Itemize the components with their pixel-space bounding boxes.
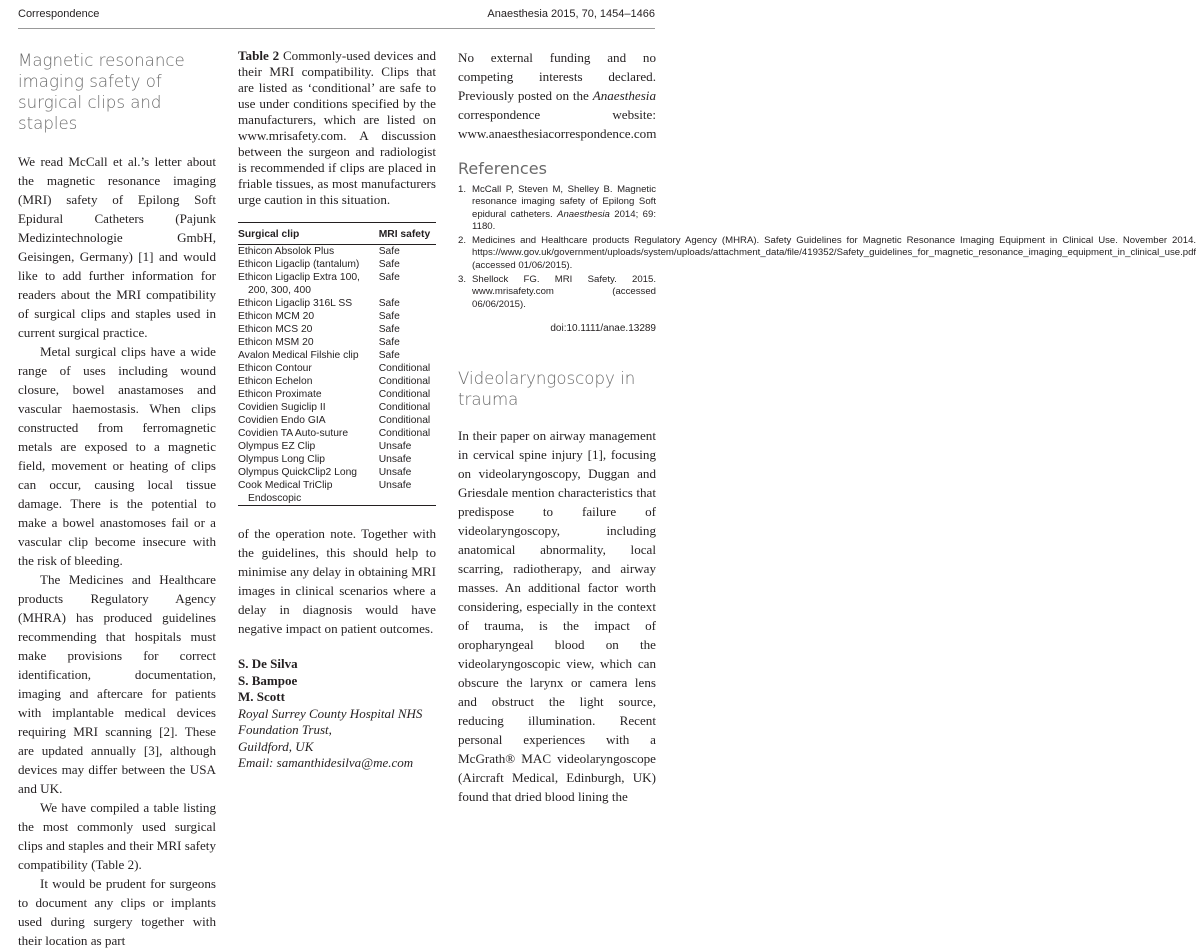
table2-label: Table 2 [238, 48, 280, 63]
table2-col-clip: Surgical clip [238, 223, 379, 245]
author-1: S. De Silva [238, 656, 298, 671]
table-row [238, 349, 436, 362]
affiliation-line-3: Guildford, UK [238, 738, 314, 754]
letter2-body [458, 426, 656, 806]
table-row [238, 258, 436, 271]
mri-safety-cell: Conditional [378, 376, 431, 387]
surgical-clip-cell: Ethicon Ligaclip (tantalum) [238, 259, 360, 270]
mri-safety-cell: Safe [378, 311, 400, 322]
letter2-title: Videolaryngoscopy in trauma [458, 368, 636, 409]
letter2-paragraph: In their paper on airway management in cervical spine injury [1], focusing on videolaryngoscopy, Duggan and Griesdale mention characteristics that predispose to failure of videolaryngoscopy, including anatomical abnormality, local scarring, radiotherapy, and airway masses. An additional factor worth considering, especially in the context of trauma, is the impact of oropharyngeal blood on the videolaryngoscopic view, which can obscure the larynx or camera lens and obstruct the light source, reducing illumination. Recent personal experiences with a McGrath® MAC videolaryngoscope (Aircraft Medical, Edinburgh, UK) found that dried blood lining the [458, 427, 656, 804]
mri-safety-cell: Unsafe [378, 480, 412, 491]
mri-safety-cell: Unsafe [378, 467, 412, 478]
surgical-clip-cell: Olympus QuickClip2 Long [238, 467, 358, 478]
mri-safety-cell: Conditional [378, 363, 431, 374]
affiliation-line-1: Royal Surrey County Hospital NHS [238, 705, 423, 721]
table2-caption-text: Commonly-used devices and their MRI compatibility. Clips that are listed as ‘conditional’ are safe to use under conditions specified by the manufacturers, which are listed on www.mrisafety.com. A discussion between the surgeon and radiologist is recommended if clips are placed in friable tissues, as most manufacturers urge caution in this situation. [238, 48, 436, 207]
surgical-clip-cell: Covidien Sugiclip II [238, 402, 326, 413]
reference-body: McCall P, Steven M, Shelley B. Magnetic resonance imaging safety of Epilong Soft epidural catheters. [472, 184, 656, 220]
author-email: Email: samanthidesilva@me.com [238, 755, 414, 770]
letter1-continuation-block [238, 524, 436, 638]
table2-caption [238, 48, 436, 208]
journal-citation: Anaesthesia 2015, 70, 1454–1466 [487, 8, 655, 20]
reference-text [472, 235, 1196, 272]
table-row [238, 271, 436, 297]
surgical-clip-cell: Ethicon Contour [238, 363, 312, 374]
section-label: Correspondence [18, 8, 100, 20]
doi: doi:10.1111/anae.13289 [550, 322, 656, 334]
running-header [18, 8, 655, 29]
surgical-clip-cell: Ethicon Ligaclip Extra 100, 200, 300, 400 [238, 272, 360, 296]
surgical-clip-cell: Olympus Long Clip [238, 454, 325, 465]
table2-col-safety: MRI safety [379, 223, 436, 245]
mri-safety-cell: Unsafe [378, 441, 412, 452]
funding-text: No external funding and no competing interests declared. Previously posted on the [458, 50, 656, 103]
reference-body: Medicines and Healthcare products Regulatory Agency (MHRA). Safety Guidelines for Magnetic Resonance Imaging Equipment in Clinical Use. November 2014. https://www.gov.uk/government/uploads/system/uploads/attachment_data/file/419352/Safety_guidelines_for_magnetic_resonance_imaging_equipment_in_clinical_use.pdf (accessed 01/06/2015). [472, 235, 1196, 271]
mri-safety-cell: Safe [378, 259, 400, 270]
table-row [238, 310, 436, 323]
reference-number: 3. [458, 274, 467, 286]
table2-header-row [238, 223, 436, 245]
reference-number: 2. [458, 235, 467, 247]
mri-safety-cell: Conditional [378, 389, 431, 400]
table-row [238, 388, 436, 401]
mri-safety-cell: Safe [378, 350, 400, 361]
mri-safety-cell: Safe [378, 246, 400, 257]
letter1-body [18, 152, 216, 950]
reference-journal: Anaesthesia [557, 208, 610, 220]
surgical-clip-cell: Ethicon MSM 20 [238, 337, 314, 348]
reference-number: 1. [458, 184, 467, 195]
table-row [238, 362, 436, 375]
affiliation-line-2: Foundation Trust, [238, 722, 332, 737]
table-row [238, 336, 436, 349]
surgical-clip-cell: Ethicon Echelon [238, 376, 313, 387]
reference-item [458, 235, 1196, 272]
table-row [238, 323, 436, 336]
column-3 [458, 40, 1196, 806]
mri-safety-cell: Safe [378, 298, 400, 309]
surgical-clip-cell: Covidien Endo GIA [238, 415, 326, 426]
table-row [238, 245, 436, 259]
letter1-continuation: of the operation note. Together with the guidelines, this should help to minimise any delay in obtaining MRI images in clinical scenarios where a delay in diagnosis would have negative impact on patient outcomes. [238, 526, 436, 636]
table-row [238, 401, 436, 414]
surgical-clip-cell: Ethicon MCM 20 [238, 311, 315, 322]
reference-text [472, 184, 656, 233]
funding-statement [458, 48, 656, 143]
table-row [238, 297, 436, 310]
letter1-paragraph-4: We have compiled a table listing the most commonly used surgical clips and staples and their MRI safety compatibility (Table 2). [18, 800, 216, 872]
letter1-paragraph-2: Metal surgical clips have a wide range of uses including wound closure, bowel anastamoses and vascular haemostasis. When clips constructed from ferromagnetic metals are exposed to a magnetic field, movement or heating of clips can occur, causing local tissue damage. There is the potential to make a bowel anastomoses fail or a vascular clip become insecure with the risk of bleeding. [18, 344, 216, 568]
surgical-clip-cell: Cook Medical TriClip Endoscopic [238, 480, 333, 504]
table-row [238, 466, 436, 479]
reference-item [458, 184, 656, 233]
mri-safety-cell: Safe [378, 272, 400, 283]
table-row [238, 440, 436, 453]
table2 [238, 222, 436, 506]
surgical-clip-cell: Covidien TA Auto-suture [238, 428, 349, 439]
table-row [238, 427, 436, 440]
references-heading: References [458, 159, 547, 178]
table-row [238, 414, 436, 427]
reference-tail: 2014; 69: 1180. [472, 208, 656, 232]
column-1 [18, 40, 216, 950]
column-2 [238, 40, 436, 772]
surgical-clip-cell: Olympus EZ Clip [238, 441, 316, 452]
mri-safety-cell: Conditional [378, 428, 431, 439]
letter1-paragraph-1: We read McCall et al.’s letter about the magnetic resonance imaging (MRI) safety of Epilong Soft Epidural Catheters (Pajunk Medizintechnologie GmbH, Geisingen, Germany) [1] and would like to add further information for readers about the MRI compatibility of surgical clips and staples used in current surgical practice. [18, 154, 216, 340]
mri-safety-cell: Safe [378, 337, 400, 348]
funding-journal: Anaesthesia [592, 88, 656, 103]
surgical-clip-cell: Ethicon Proximate [238, 389, 322, 400]
reference-text [472, 274, 656, 311]
table-row [238, 453, 436, 466]
letter1-paragraph-5: It would be prudent for surgeons to document any clips or implants used during surgery together with their location as part [18, 876, 216, 948]
table2-body [238, 245, 436, 506]
table-row [238, 375, 436, 388]
mri-safety-cell: Unsafe [378, 454, 412, 465]
surgical-clip-cell: Ethicon Absolok Plus [238, 246, 335, 257]
author-2: S. Bampoe [238, 672, 298, 688]
reference-item [458, 274, 656, 311]
mri-safety-cell: Conditional [378, 402, 431, 413]
author-3: M. Scott [238, 689, 285, 704]
funding-tail: correspondence website: www.anaesthesiacorrespondence.com [458, 107, 657, 141]
signature-block [238, 656, 436, 772]
mri-safety-cell: Safe [378, 324, 400, 335]
reference-body: Shellock FG. MRI Safety. 2015. www.mrisafety.com (accessed 06/06/2015). [472, 274, 656, 310]
mri-safety-cell: Conditional [378, 415, 431, 426]
surgical-clip-cell: Ethicon MCS 20 [238, 324, 313, 335]
letter1-title: Magnetic resonance imaging safety of surgical clips and staples [18, 51, 185, 133]
table-row [238, 479, 436, 506]
references-list [458, 184, 1196, 311]
surgical-clip-cell: Avalon Medical Filshie clip [238, 350, 359, 361]
surgical-clip-cell: Ethicon Ligaclip 316L SS [238, 298, 353, 309]
letter1-paragraph-3: The Medicines and Healthcare products Regulatory Agency (MHRA) has produced guidelines recommending that hospitals must make provisions for correct identification, documentation, imaging and aftercare for patients with implantable medical devices requiring MRI scanning [2]. These are updated annually [3], although devices may differ between the USA and UK. [18, 572, 216, 796]
